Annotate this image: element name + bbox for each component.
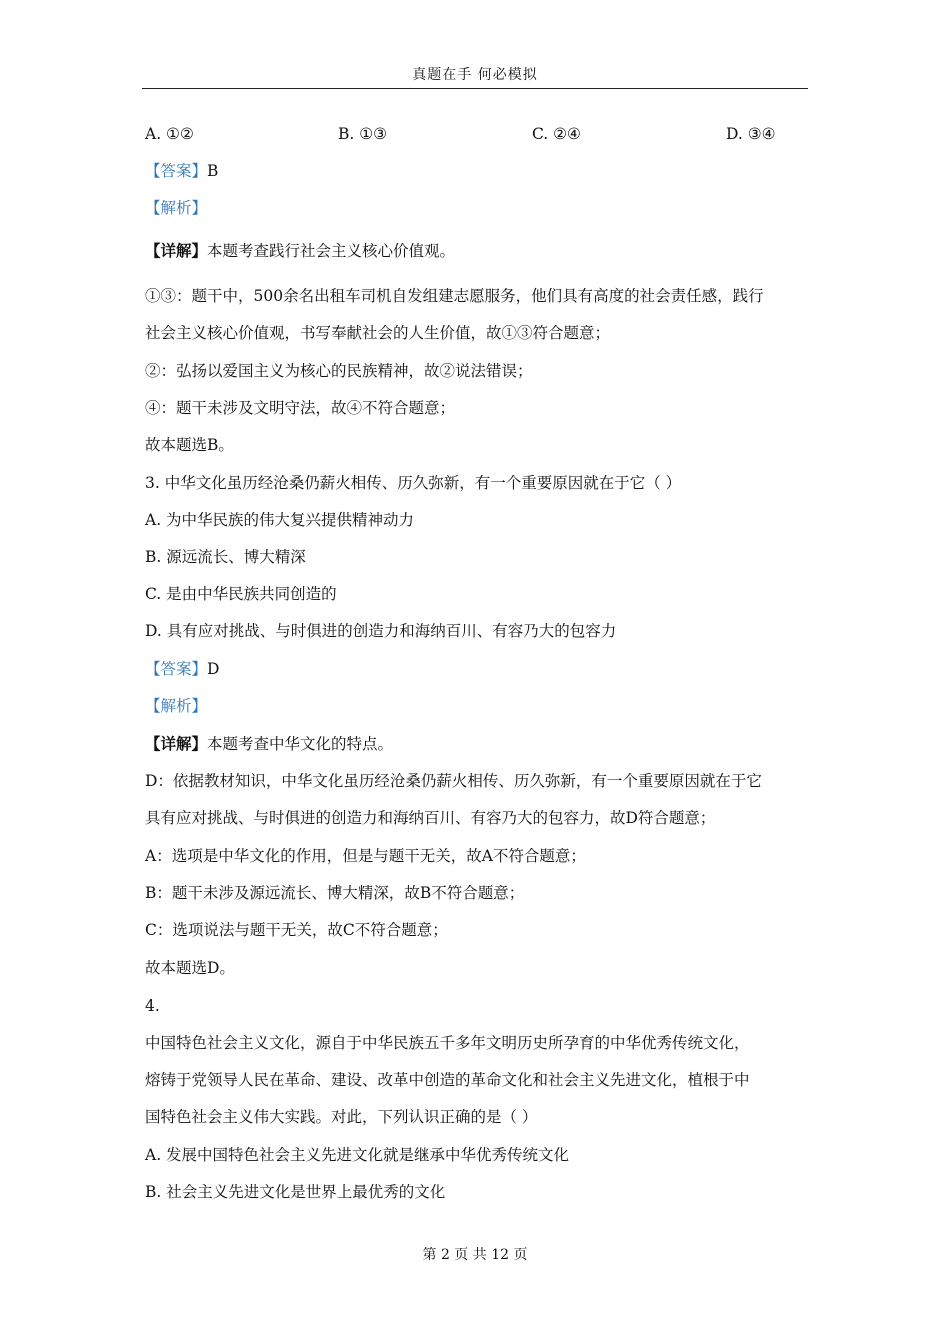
answer-tag: 【答案】 (145, 660, 208, 678)
detail-intro: 本题考查中华文化的特点。 (207, 735, 394, 753)
q4-option-a: A. 发展中国特色社会主义先进文化就是继承中华优秀传统文化 (145, 1146, 570, 1164)
q3-line-2: 具有应对挑战、与时俱进的创造力和海纳百川、有容乃大的包容力，故D符合题意； (145, 809, 716, 827)
q2-option-a: A. ①② (145, 125, 194, 143)
answer-value: D (207, 660, 220, 678)
q2-option-c: C. ②④ (532, 125, 581, 143)
q4-stem-line-3: 国特色社会主义伟大实践。对此，下列认识正确的是（ ） (145, 1108, 538, 1126)
q2-line-4: ④：题干未涉及文明守法，故④不符合题意； (145, 399, 456, 417)
q3-answer (145, 659, 810, 679)
q3-option-c: C. 是由中华民族共同创造的 (145, 585, 337, 603)
q2-line-1: ①③：题干中，500余名出租车司机自发组建志愿服务，他们具有高度的社会责任感，践行 (145, 287, 764, 305)
q3-analysis-tag: 【解析】 (145, 697, 208, 715)
q2-option-d: D. ③④ (726, 125, 776, 143)
q3-option-a: A. 为中华民族的伟大复兴提供精神动力 (145, 511, 415, 529)
page-footer: 第 2 页 共 12 页 (422, 1247, 528, 1263)
q3-option-b: B. 源远流长、博大精深 (145, 548, 306, 566)
q2-line-2: 社会主义核心价值观，书写奉献社会的人生价值，故①③符合题意； (145, 324, 611, 342)
q3-option-d: D. 具有应对挑战、与时俱进的创造力和海纳百川、有容乃大的包容力 (145, 622, 617, 640)
q2-answer (145, 161, 810, 181)
page-header: 真题在手 何必模拟 (412, 67, 538, 83)
q4-option-b: B. 社会主义先进文化是世界上最优秀的文化 (145, 1183, 446, 1201)
detail-tag: 【详解】 (145, 734, 208, 753)
q2-option-b: B. ①③ (338, 125, 388, 143)
q4-stem-line-2: 熔铸于党领导人民在革命、建设、改革中创造的革命文化和社会主义先进文化，植根于中 (145, 1071, 750, 1089)
q2-detail (145, 241, 810, 261)
detail-tag: 【详解】 (145, 241, 208, 260)
q3-line-6: 故本题选D。 (145, 959, 235, 977)
answer-tag: 【答案】 (145, 162, 208, 180)
q3-line-5: C：选项说法与题干无关，故C不符合题意； (145, 921, 448, 939)
q4-stem-line-1: 中国特色社会主义文化，源自于中华民族五千多年文明历史所孕育的中华优秀传统文化， (145, 1034, 750, 1052)
q3-detail (145, 734, 810, 754)
detail-intro: 本题考查践行社会主义核心价值观。 (207, 242, 456, 260)
q3-stem: 3. 中华文化虽历经沧桑仍薪火相传、历久弥新，有一个重要原因就在于它（ ） (145, 474, 682, 492)
q3-line-1: D：依据教材知识，中华文化虽历经沧桑仍薪火相传、历久弥新，有一个重要原因就在于它 (145, 772, 762, 790)
q4-number: 4. (145, 997, 160, 1015)
header-divider (142, 88, 808, 89)
q2-analysis-tag: 【解析】 (145, 199, 208, 217)
answer-value: B (207, 162, 219, 180)
q2-line-3: ②：弘扬以爱国主义为核心的民族精神，故②说法错误； (145, 362, 533, 380)
q3-line-4: B：题干未涉及源远流长、博大精深，故B不符合题意； (145, 884, 525, 902)
q2-line-5: 故本题选B。 (145, 436, 234, 454)
q3-line-3: A：选项是中华文化的作用，但是与题干无关，故A不符合题意； (145, 847, 586, 865)
